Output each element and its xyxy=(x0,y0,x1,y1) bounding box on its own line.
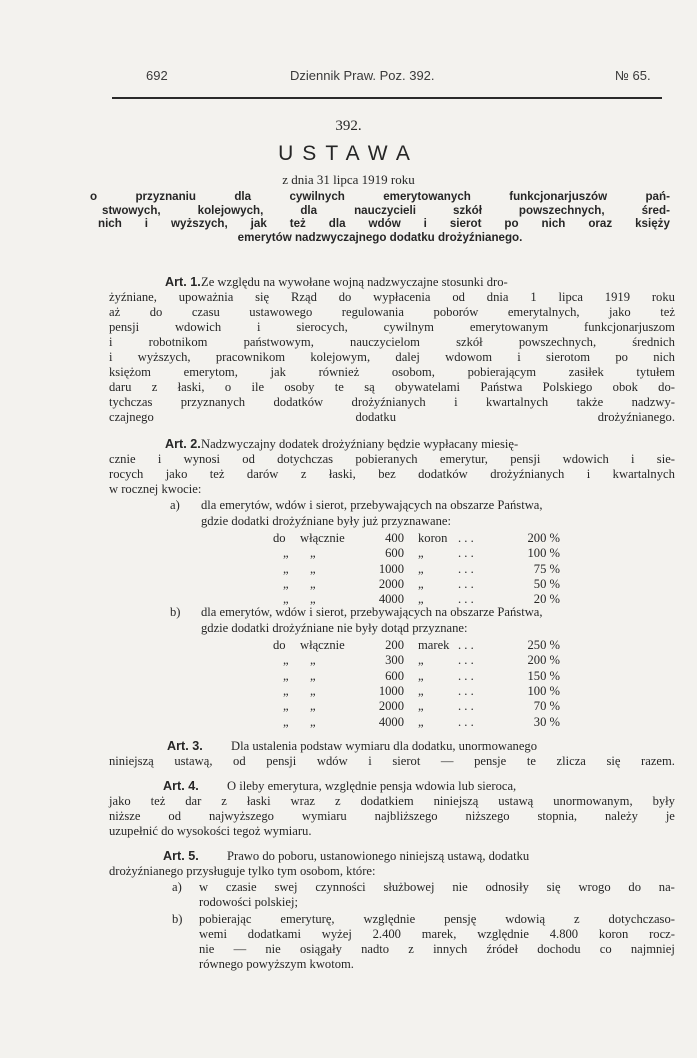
table-cell-amount: 4000 xyxy=(378,714,404,729)
table-cell-pre: „ xyxy=(283,561,289,576)
title-line: nich i wyższych, jak też dla wdów i sierot po nich oraz księży xyxy=(98,217,670,230)
art1-line: księżom emerytom, jak również osobom, pobierającym zasiłek tytułem xyxy=(109,365,675,379)
table-cell-amount: 2000 xyxy=(378,576,404,591)
position-number: 392. xyxy=(335,118,362,134)
table-cell-pre: „ xyxy=(283,668,289,683)
art2-body xyxy=(109,437,675,497)
art2-line: cznie i wynosi od dotychczas pobieranych emerytur, pensji wdowich i sie- xyxy=(109,452,675,466)
table-cell-mid: „ xyxy=(310,561,316,576)
table-cell-amount: 600 xyxy=(385,546,404,561)
table-cell-mid: „ xyxy=(310,576,316,591)
table-cell-pre: „ xyxy=(283,683,289,698)
art2-a-marker: a) xyxy=(170,498,180,512)
table-cell-pre: „ xyxy=(283,546,289,561)
table-cell-dots: . . . xyxy=(458,546,474,561)
table-row xyxy=(0,638,697,653)
act-title xyxy=(90,190,670,244)
table-cell-mid: „ xyxy=(310,592,316,607)
table-cell-amount: 4000 xyxy=(378,592,404,607)
art4-label: Art. 4. xyxy=(163,779,199,793)
art5-b-line: równego powyższym kwotom. xyxy=(199,957,354,971)
table-cell-mid: włącznie xyxy=(300,638,345,652)
table-cell-unit: koron xyxy=(418,531,448,545)
art5-b-line: nie — nie osiągały nadto z innych źródeł dochodu co najmniej xyxy=(199,942,675,956)
art2-b-marker: b) xyxy=(170,605,181,619)
art4-body xyxy=(109,779,675,839)
table-row xyxy=(0,715,697,730)
art3-label: Art. 3. xyxy=(167,739,203,753)
table-cell-unit: „ xyxy=(418,576,424,591)
art1-line: tychczas przyznanych dodatków drożyźnianych i kwartalnych także nadzwy- xyxy=(109,395,675,409)
table-row xyxy=(0,699,697,714)
art5-a-marker: a) xyxy=(172,880,182,894)
table-cell-amount: 2000 xyxy=(378,699,404,714)
art3-line: Dla ustalenia podstaw wymiaru dla dodatku, unormowanego xyxy=(231,739,538,753)
table-cell-amount: 300 xyxy=(385,653,404,668)
table-cell-mid: „ xyxy=(310,699,316,714)
table-cell-pre: „ xyxy=(283,714,289,729)
table-cell-mid: „ xyxy=(310,714,316,729)
art2-a-line1: dla emerytów, wdów i sierot, przebywających na obszarze Państwa, xyxy=(201,498,543,512)
art1-body xyxy=(109,275,675,425)
table-cell-pct: 70 % xyxy=(533,699,560,714)
art1-line: czajnego dodatku drożyźnianego. xyxy=(109,410,675,424)
table-cell-pre: do xyxy=(273,531,286,545)
act-date: z dnia 31 lipca 1919 roku xyxy=(282,172,415,187)
table-cell-unit: „ xyxy=(418,683,424,698)
table-row xyxy=(0,562,697,577)
art5-label: Art. 5. xyxy=(163,849,199,863)
table-row xyxy=(0,577,697,592)
table-cell-pre: „ xyxy=(283,592,289,607)
table-cell-pct: 200 % xyxy=(527,653,560,668)
art4-line: uzupełnić do wysokości tegoż wymiaru. xyxy=(109,824,312,838)
table-cell-pct: 250 % xyxy=(527,638,560,652)
table-cell-pre: „ xyxy=(283,576,289,591)
art5-line: Prawo do poboru, ustanowionego niniejszą ustawą, dodatku xyxy=(227,849,530,863)
title-line: stwowych, kolejowych, dla nauczycieli szkół powszechnych, śred- xyxy=(102,203,670,217)
art5-a-line: rodowości polskiej; xyxy=(199,895,298,909)
art2-label: Art. 2. xyxy=(165,437,201,451)
table-cell-mid: „ xyxy=(310,653,316,668)
table-cell-mid: „ xyxy=(310,668,316,683)
table-cell-unit: „ xyxy=(418,668,424,683)
table-cell-unit: marek xyxy=(418,638,450,652)
table-cell-unit: „ xyxy=(418,546,424,561)
table-row xyxy=(0,684,697,699)
art5-b-marker: b) xyxy=(172,912,183,926)
art1-line: pensji wdowich i sierocych, cywilnym emerytowanym funkcjonarjuszom xyxy=(109,320,675,334)
art1-line: Ze względu na wywołane wojną nadzwyczajne stosunki dro- xyxy=(201,275,508,289)
act-kind: USTAWA xyxy=(278,142,419,165)
header-rule xyxy=(112,97,662,99)
table-cell-pct: 100 % xyxy=(527,546,560,561)
table-cell-dots: . . . xyxy=(458,668,474,683)
art2-b-line1: dla emerytów, wdów i sierot, przebywających na obszarze Państwa, xyxy=(201,605,543,619)
art1-line: żyźniane, upoważnia się Rząd do wypłacenia od dnia 1 lipca 1919 roku xyxy=(109,290,675,304)
table-cell-unit: „ xyxy=(418,699,424,714)
table-cell-amount: 1000 xyxy=(378,561,404,576)
table-cell-dots: . . . xyxy=(458,576,474,591)
table-row xyxy=(0,669,697,684)
art2-line: w rocznej kwocie: xyxy=(109,482,202,496)
art5-body xyxy=(109,849,675,879)
table-cell-dots: . . . xyxy=(458,699,474,714)
art5-line: drożyźnianego przysługuje tylko tym osobom, które: xyxy=(109,864,376,878)
table-cell-unit: „ xyxy=(418,561,424,576)
table-cell-pct: 30 % xyxy=(533,714,560,729)
art4-line: niższe od najwyższego wymiaru najbliższego niższego stopnia, należy je xyxy=(109,809,675,823)
art4-line: jako też dar z łaski wraz z dodatkiem niniejszą ustawą unormowanym, były xyxy=(109,794,675,808)
table-cell-pre: „ xyxy=(283,653,289,668)
table-cell-dots: . . . xyxy=(458,561,474,576)
table-cell-dots: . . . xyxy=(458,683,474,698)
table-cell-amount: 400 xyxy=(385,531,404,545)
table-cell-dots: . . . xyxy=(458,638,474,652)
table-cell-unit: „ xyxy=(418,653,424,668)
art5-b-line: pobierając emeryturę, względnie pensję wdowią z dotychczaso- xyxy=(199,912,675,926)
table-cell-amount: 200 xyxy=(385,638,404,652)
table-cell-pct: 75 % xyxy=(533,561,560,576)
table-cell-amount: 1000 xyxy=(378,683,404,698)
table-cell-unit: „ xyxy=(418,592,424,607)
table-cell-dots: . . . xyxy=(458,653,474,668)
art4-line: O ileby emerytura, względnie pensja wdowia lub sieroca, xyxy=(227,779,517,793)
table-cell-pct: 200 % xyxy=(527,531,560,545)
table-cell-unit: „ xyxy=(418,714,424,729)
art2-a-line2: gdzie dodatki drożyźniane były już przyznawane: xyxy=(201,514,452,528)
art2-b-line2: gdzie dodatki drożyźniane nie były dotąd przyznane: xyxy=(201,621,468,635)
title-line: emerytów nadzwyczajnego dodatku drożyźnianego. xyxy=(237,230,523,244)
art1-label: Art. 1. xyxy=(165,275,201,289)
title-line: o przyznaniu dla cywilnych emerytowanych funkcjonarjuszów pań- xyxy=(90,190,670,203)
art1-line: i robotnikom państwowym, nauczycielom szkół powszechnych, średnich xyxy=(109,335,675,349)
art1-line: aż do czasu ustawowego regulowania poborów emerytalnych, jako też xyxy=(109,305,675,319)
table-cell-mid: „ xyxy=(310,683,316,698)
art2-line: rocych jako też darów z łaski, bez dodatków drożyźnianych i kwartalnych xyxy=(109,467,675,481)
table-cell-mid: „ xyxy=(310,546,316,561)
art5-a-line: w czasie swej czynności służbowej nie odnosiły się wrogo do na- xyxy=(199,880,675,894)
table-cell-dots: . . . xyxy=(458,714,474,729)
table-cell-pct: 20 % xyxy=(533,592,560,607)
table-cell-dots: . . . xyxy=(458,531,474,545)
table-cell-pct: 100 % xyxy=(527,683,560,698)
art1-line: i wyższych, pracownikom kolejowym, dalej wdowom i sierotom po nich xyxy=(109,350,675,364)
art2-line: Nadzwyczajny dodatek drożyźniany będzie wypłacany miesię- xyxy=(201,437,519,451)
table-cell-pre: „ xyxy=(283,699,289,714)
art5-a-body xyxy=(199,880,675,910)
page-number: 692 xyxy=(146,68,168,83)
table-cell-dots: . . . xyxy=(458,592,474,607)
table-row xyxy=(0,653,697,668)
journal-title: Dziennik Praw. Poz. 392. xyxy=(290,68,435,83)
table-cell-amount: 600 xyxy=(385,668,404,683)
art5-b-body xyxy=(199,912,675,972)
issue-number: № 65. xyxy=(615,68,651,83)
table-cell-pct: 50 % xyxy=(533,576,560,591)
art5-b-line: wemi dodatkami wyżej 2.400 marek, względnie 4.800 koron rocz- xyxy=(199,927,675,941)
table-cell-pct: 150 % xyxy=(527,668,560,683)
table-cell-mid: włącznie xyxy=(300,531,345,545)
table-row xyxy=(0,546,697,561)
table-row xyxy=(0,531,697,546)
table-cell-pre: do xyxy=(273,638,286,652)
art3-line: niniejszą ustawą, od pensji wdów i sierot — pensje te zlicza się razem. xyxy=(109,754,675,768)
art3-body xyxy=(109,739,675,769)
art1-line: daru z łaski, o ile osoby te są obywatelami Państwa Polskiego obok do- xyxy=(109,380,675,394)
